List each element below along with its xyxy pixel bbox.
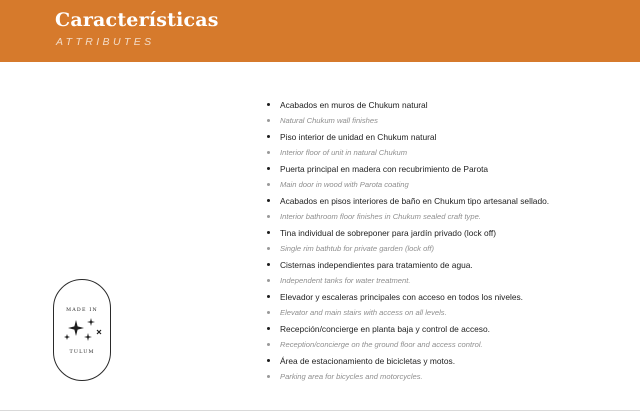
bullet-icon — [267, 199, 270, 202]
attribute-english — [266, 209, 626, 225]
attribute-spanish-text: Área de estacionamiento de bicicletas y motos. — [280, 356, 456, 366]
attribute-english — [266, 369, 626, 385]
bullet-icon — [267, 167, 270, 170]
attribute-english-text: Parking area for bicycles and motorcycles. — [280, 372, 423, 381]
attributes-list — [266, 97, 626, 385]
attribute-spanish — [266, 321, 626, 337]
sparkle-stars-icon — [63, 317, 103, 343]
attribute-item — [266, 225, 626, 257]
bullet-icon — [267, 215, 270, 218]
badge-bottom-text: TULUM — [69, 350, 95, 355]
bullet-icon — [267, 343, 270, 346]
attribute-spanish — [266, 225, 626, 241]
bullet-icon — [267, 151, 270, 154]
bottom-divider — [0, 410, 640, 411]
bullet-icon — [267, 295, 270, 298]
made-in-tulum-badge — [53, 279, 111, 381]
attribute-english-text: Natural Chukum wall finishes — [280, 116, 378, 125]
attribute-english-text: Interior floor of unit in natural Chukum — [280, 148, 408, 157]
bullet-icon — [267, 247, 270, 250]
attribute-item — [266, 129, 626, 161]
attribute-spanish-text: Cisternas independientes para tratamiento de agua. — [280, 260, 473, 270]
attribute-item — [266, 353, 626, 385]
badge-top-text: MADE IN — [66, 308, 98, 313]
bullet-icon — [267, 135, 270, 138]
attribute-english-text: Elevator and main stairs with access on all levels. — [280, 308, 447, 317]
attribute-english-text: Independent tanks for water treatment. — [280, 276, 411, 285]
header-bar — [0, 0, 640, 62]
attribute-english — [266, 305, 626, 321]
attribute-item — [266, 193, 626, 225]
attribute-item — [266, 289, 626, 321]
attribute-english-text: Single rim bathtub for private garden (lock off) — [280, 244, 435, 253]
attribute-item — [266, 321, 626, 353]
attribute-spanish-text: Recepción/concierge en planta baja y control de acceso. — [280, 324, 490, 334]
attribute-item — [266, 257, 626, 289]
attribute-english — [266, 113, 626, 129]
bullet-icon — [267, 103, 270, 106]
attribute-item — [266, 97, 626, 129]
attribute-spanish-text: Acabados en muros de Chukum natural — [280, 100, 428, 110]
bullet-icon — [267, 183, 270, 186]
attribute-spanish-text: Puerta principal en madera con recubrimiento de Parota — [280, 164, 489, 174]
attribute-english — [266, 145, 626, 161]
attribute-spanish-text: Piso interior de unidad en Chukum natural — [280, 132, 437, 142]
attribute-spanish — [266, 161, 626, 177]
bullet-icon — [267, 359, 270, 362]
bullet-icon — [267, 119, 270, 122]
page-title: Características — [55, 9, 219, 31]
bullet-icon — [267, 263, 270, 266]
attribute-item — [266, 161, 626, 193]
attribute-english — [266, 241, 626, 257]
attribute-spanish-text: Acabados en pisos interiores de baño en Chukum tipo artesanal sellado. — [280, 196, 550, 206]
attribute-spanish-text: Elevador y escaleras principales con acceso en todos los niveles. — [280, 292, 524, 302]
attribute-english — [266, 177, 626, 193]
attribute-english — [266, 337, 626, 353]
attribute-spanish — [266, 257, 626, 273]
page-subtitle: ATTRIBUTES — [56, 36, 155, 48]
attribute-spanish — [266, 353, 626, 369]
attribute-english-text: Reception/concierge on the ground floor and access control. — [280, 340, 483, 349]
bullet-icon — [267, 375, 270, 378]
bullet-icon — [267, 231, 270, 234]
attribute-english-text: Interior bathroom floor finishes in Chukum sealed craft type. — [280, 212, 481, 221]
attribute-english — [266, 273, 626, 289]
attribute-spanish — [266, 193, 626, 209]
bullet-icon — [267, 311, 270, 314]
attribute-english-text: Main door in wood with Parota coating — [280, 180, 409, 189]
attribute-spanish — [266, 97, 626, 113]
attribute-spanish — [266, 129, 626, 145]
attribute-spanish-text: Tina individual de sobreponer para jardín privado (lock off) — [280, 228, 497, 238]
bullet-icon — [267, 327, 270, 330]
bullet-icon — [267, 279, 270, 282]
attribute-spanish — [266, 289, 626, 305]
